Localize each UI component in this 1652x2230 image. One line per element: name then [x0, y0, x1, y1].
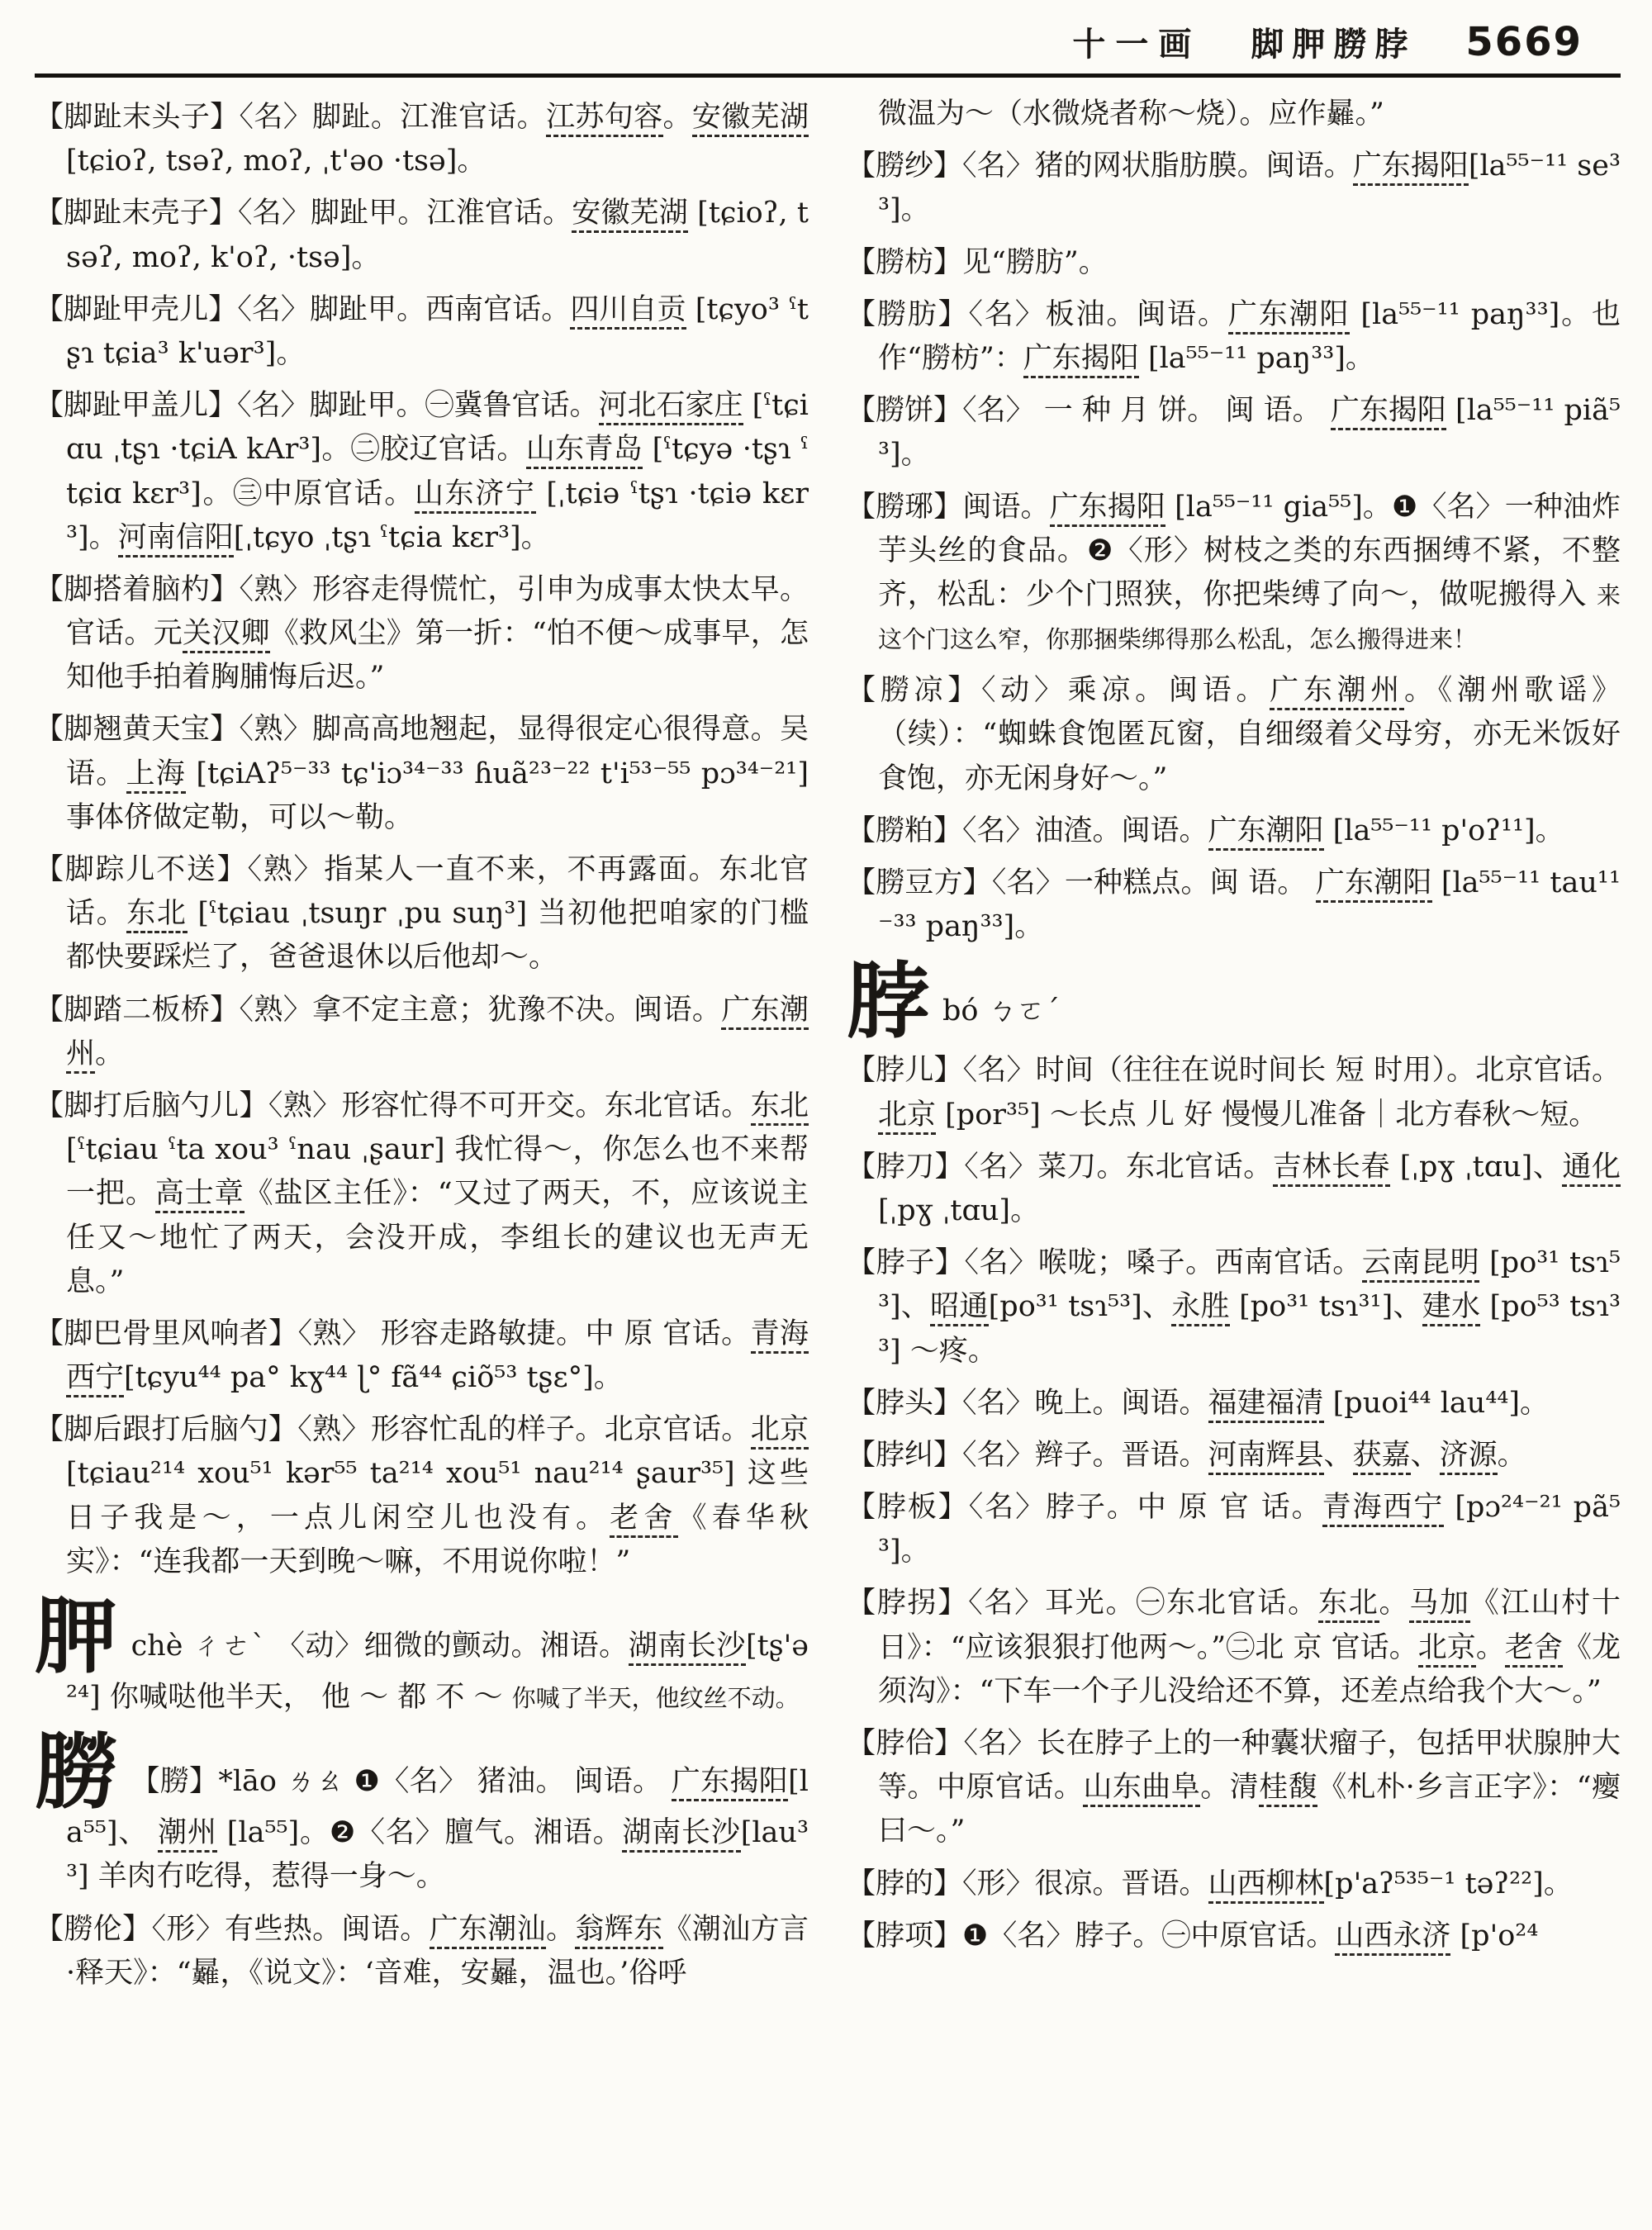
entry-text: 。	[95, 1037, 125, 1070]
proper-noun-underline: 潮州	[158, 1816, 217, 1853]
proper-noun-underline: 北京	[1418, 1631, 1476, 1668]
dict-entry	[35, 989, 809, 1076]
entry-text: 、	[1410, 1438, 1440, 1472]
entry-text: 【脖拐】〈名〉耳光。㊀东北官话。	[847, 1587, 1318, 1620]
dict-entry	[35, 192, 809, 279]
proper-noun-underline: 老舍	[610, 1502, 677, 1538]
dict-entry	[847, 1146, 1621, 1233]
entry-text: 《潮汕方言·释天》：“㬮，《说文》：‘音难，安㬮，温也。’俗呼	[66, 1912, 809, 1990]
entry-text: [p'aʔ⁵³⁵⁻¹ təʔ²²]。	[1323, 1867, 1573, 1900]
entry-text: [ˌtɕyo ˌtʂɿ ˤtɕia kɛr³]。	[233, 520, 550, 554]
dict-entry	[35, 568, 809, 700]
proper-noun-underline: 四川自贡	[570, 293, 686, 330]
entry-text: 《龙须沟》：“下车一个子儿没给还不算，还差点给我个大～。”	[878, 1630, 1621, 1708]
proper-noun-underline: 高士章	[155, 1177, 244, 1213]
entry-text: [pɔ²⁴⁻²¹ pã⁵³]。	[878, 1491, 1621, 1568]
entry-text: 【脖儿】〈名〉时间（往往在说时间长 短 时用）。北京官话。	[847, 1054, 1621, 1088]
dict-entry	[35, 1908, 809, 1995]
entry-text: 【朥伦】〈形〉有些热。闽语。	[35, 1912, 430, 1946]
dict-entry	[35, 1084, 809, 1304]
dict-entry	[847, 1382, 1621, 1426]
proper-noun-underline: 北京	[751, 1413, 809, 1450]
dict-entry	[35, 848, 809, 980]
proper-noun-underline: 江苏句容	[546, 101, 662, 137]
entry-text: [puoi⁴⁴ lau⁴⁴]。	[1323, 1386, 1550, 1420]
entry-text: bó ㄅㄛˊ	[942, 994, 1061, 1028]
proper-noun-underline: 昭通	[930, 1290, 988, 1326]
entry-text: 【脚搭着脑杓】〈熟〉形容走得慌忙，引申为成事太快太早。官话。元	[35, 572, 809, 651]
proper-noun-underline: 山东济宁	[415, 477, 536, 514]
entry-text: [la⁵⁵⁻¹¹ se³³]。	[878, 149, 1621, 227]
head-character: 胛	[35, 1587, 118, 1685]
proper-noun-underline: 河北石家庄	[599, 389, 743, 425]
entry-text: chè ㄔㄜˋ 〈动〉细微的颤动。湘语。	[131, 1630, 629, 1663]
entry-text: 【脚翘黄天宝】〈熟〉脚高高地翘起，显得很定心很得意。吴语。	[35, 713, 809, 790]
proper-noun-underline: 北京	[878, 1098, 936, 1135]
dict-entry	[847, 861, 1621, 949]
dict-entry	[847, 1434, 1621, 1478]
dict-entry	[847, 293, 1621, 381]
entry-text: 【脖刀】〈名〉菜刀。东北官话。	[847, 1150, 1273, 1184]
proper-noun-underline: 河南辉县	[1208, 1439, 1324, 1475]
proper-noun-underline: 东北	[751, 1089, 809, 1126]
left-column	[35, 93, 809, 2223]
dict-entry	[847, 241, 1621, 285]
dict-entry	[847, 1241, 1621, 1374]
entry-text: [ˤtɕiau ˌtsuŋr ˌpu suŋ³] 当初他把咱家的门槛都快要踩烂了，爸爸退休以后他却～。	[66, 897, 809, 975]
proper-noun-underline: 云南昆明	[1362, 1246, 1480, 1283]
head-character-entry	[35, 1723, 809, 1899]
header-head-characters: 脚胛朥脖	[1251, 25, 1417, 64]
entry-text: 【脖纠】〈名〉辫子。晋语。	[847, 1438, 1208, 1472]
entry-text: [ˤtɕiau ˤta xou³ ˤnau ˌʂaur] 我忙得～，你怎么也不来帮一把。	[66, 1133, 809, 1211]
entry-text: 【脚踏二板桥】〈熟〉拿不定主意；犹豫不决。闽语。	[35, 993, 722, 1027]
dict-entry	[847, 145, 1621, 232]
right-column	[847, 93, 1621, 2223]
entry-text: 。《潮州歌谣》（续）：“蜘蛛食饱匿瓦窗，自细缀着父母穷，亦无米饭好食饱，亦无闲身好～。”	[878, 674, 1621, 795]
stroke-section-label: 十一画	[1072, 25, 1202, 64]
entry-text: 【朥粕】〈名〉油渣。闽语。	[847, 814, 1208, 847]
proper-noun-underline: 永胜	[1171, 1290, 1229, 1326]
head-character-entry	[847, 952, 1621, 1051]
entry-text: [po³¹ tsɿ³¹]、	[1229, 1290, 1422, 1324]
entry-text: [ˤtɕyə ·tʂɿ ˤtɕiɑ kɛr³]。㊂中原官话。	[66, 433, 809, 510]
entry-text: 。	[1379, 1587, 1410, 1620]
entry-text: [ˌpɣ ˌtɑu]。	[878, 1193, 1040, 1227]
entry-text: 。	[1497, 1438, 1526, 1472]
proper-noun-underline: 安徽芜湖	[572, 197, 688, 233]
entry-text: [po³¹ tsɿ⁵³]、	[988, 1290, 1172, 1324]
proper-noun-underline: 获嘉	[1353, 1439, 1411, 1475]
proper-noun-underline: 广东揭阳	[1023, 342, 1139, 378]
dict-entry	[847, 1914, 1621, 1958]
page-number: 5669	[1465, 19, 1583, 65]
entry-text: [la⁵⁵⁻¹¹ p'oʔ¹¹]。	[1323, 814, 1564, 847]
proper-noun-underline: 马加	[1409, 1587, 1470, 1623]
proper-noun-underline: 广东潮阳	[1316, 866, 1432, 903]
proper-noun-underline: 湖南长沙	[629, 1630, 746, 1666]
proper-noun-underline: 关汉卿	[183, 617, 270, 653]
entry-text: 微温为～（水微烧者称～烧）。应作㬮。”	[878, 97, 1384, 130]
entry-text: 【朥饼】〈名〉 一 种 月 饼。 闽 语。	[847, 394, 1331, 428]
head-character: 朥	[35, 1723, 118, 1821]
proper-noun-underline: 东北	[1318, 1587, 1379, 1623]
entry-text: 。清	[1200, 1771, 1260, 1805]
entry-text: 《札朴·乡言正字》：“瘿曰～。”	[878, 1771, 1621, 1848]
dict-entry	[35, 1408, 809, 1584]
proper-noun-underline: 通化	[1562, 1151, 1621, 1187]
proper-noun-underline: 上海	[126, 757, 187, 794]
dict-entry	[847, 1582, 1621, 1714]
proper-noun-underline: 山西柳林	[1208, 1867, 1324, 1904]
header-rule	[35, 74, 1621, 78]
entry-text: 《春华秋实》：“连我都一天到晚～嘛，不用说你啦！”	[66, 1501, 809, 1578]
dict-entry	[35, 708, 809, 840]
two-column-body	[35, 93, 1621, 2223]
proper-noun-underline: 建水	[1422, 1290, 1480, 1326]
entry-text: [tɕiAʔ⁵⁻³³ tɕ'iɔ³⁴⁻³³ ɦuã²³⁻²² t'i⁵³⁻⁵⁵ pɔ³⁴⁻²¹] 事体侪做定勒，可以～勒。	[66, 757, 809, 834]
entry-text: 【脖的】〈形〉很凉。晋语。	[847, 1867, 1208, 1900]
entry-text: 【脚趾甲壳儿】〈名〉脚趾甲。西南官话。	[35, 292, 571, 326]
entry-text: 。	[546, 1912, 576, 1946]
proper-noun-underline: 山东青岛	[526, 433, 643, 469]
proper-noun-underline: 广东揭阳	[672, 1765, 788, 1801]
proper-noun-underline: 济源	[1440, 1439, 1498, 1475]
dict-entry	[847, 669, 1621, 801]
dict-entry	[847, 1722, 1621, 1854]
entry-continuation	[847, 93, 1621, 136]
entry-text: [tɕioʔ, tsəʔ, moʔ, ˌt'əo ·tsə]。	[66, 145, 487, 178]
proper-noun-underline: 青海西宁	[66, 1317, 809, 1397]
proper-noun-underline: 广东潮州	[66, 994, 809, 1074]
entry-text: [tɕyu⁴⁴ pa° kɣ⁴⁴ ɭ° fã⁴⁴ ɕiõ⁵³ tʂɛ°]。	[124, 1361, 623, 1395]
entry-text: 【脖佮】〈名〉长在脖子上的一种囊状瘤子，包括甲状腺肿大等。中原官话。	[847, 1727, 1621, 1805]
dict-entry	[35, 384, 809, 560]
entry-text: 【脚后跟打后脑勺】〈熟〉形容忙乱的样子。北京官话。	[35, 1413, 751, 1447]
dict-entry	[847, 1862, 1621, 1906]
proper-noun-underline: 福建福清	[1208, 1387, 1324, 1423]
entry-text: [tɕiau²¹⁴ xou⁵¹ kər⁵⁵ ta²¹⁴ xou⁵¹ nau²¹⁴ ʂaur³⁵] 这些日子我是～，一点儿闲空儿也没有。	[66, 1457, 809, 1535]
entry-text: 【朥枋】见“朥肪”。	[847, 245, 1108, 279]
dict-entry	[847, 809, 1621, 853]
proper-noun-underline: 安徽芜湖	[692, 101, 809, 137]
dict-entry	[847, 1486, 1621, 1573]
dict-entry	[847, 1049, 1621, 1136]
entry-text: 【脚趾末壳子】〈名〉脚趾甲。江淮官话。	[35, 197, 572, 230]
entry-text: 【朥肪】〈名〉板油。闽语。	[847, 297, 1228, 331]
proper-noun-underline: 湖南长沙	[622, 1816, 740, 1853]
entry-text: [po³¹ tsɿ⁵³]、	[878, 1246, 1621, 1324]
entry-text: [lau³³] 羊肉冇吃得，惹得一身～。	[66, 1816, 809, 1894]
entry-text: 【脚踪儿不送】〈熟〉指某人一直不来，不再露面。东北官话。	[35, 853, 809, 931]
entry-text: [la⁵⁵⁻¹¹ gia⁵⁵]。❶〈名〉一种油炸芋头丝的食品。❷〈形〉树枝之类的东西捆缚不紧，不整齐，松乱：少个门照狭，你把柴缚了向～，做呢搬得入	[878, 490, 1621, 611]
proper-noun-underline: 广东揭阳	[1331, 394, 1446, 430]
proper-noun-underline: 青海西宁	[1322, 1491, 1445, 1527]
entry-text: [p'o²⁴	[1450, 1919, 1539, 1952]
entry-text: 《盐区主任》：“又过了两天，不，应该说主任又～地忙了两天，会没开成，李组长的建议也无声无息。”	[66, 1177, 809, 1298]
entry-text: 【脚趾甲盖儿】〈名〉脚趾甲。㊀冀鲁官话。	[35, 389, 599, 423]
entry-text: 【脖板】〈名〉脖子。中 原 官 话。	[847, 1491, 1322, 1525]
proper-noun-underline: 广东潮汕	[430, 1913, 546, 1949]
proper-noun-underline: 广东潮阳	[1208, 814, 1324, 851]
entry-text: 《救风尘》第一折：“怕不便～成事早，怎知他手拍着胸脯悔后迟。”	[66, 617, 809, 695]
entry-text: 【脚巴骨里风响者】〈熟〉 形容走路敏捷。中 原 官话。	[35, 1317, 751, 1350]
dict-entry	[847, 389, 1621, 477]
proper-noun-underline: 桂馥	[1259, 1771, 1317, 1807]
proper-noun-underline: 翁辉东	[575, 1913, 662, 1949]
entry-text: [por³⁵] ～长点 儿 好 慢慢儿准备｜北方春秋～短。	[936, 1098, 1598, 1132]
entry-text: [ˌpɣ ˌtɑu]、	[1390, 1150, 1563, 1184]
proper-noun-underline: 广东揭阳	[1050, 491, 1165, 527]
entry-text: [tɕyo³ ˤtʂɿ tɕia³ k'uər³]。	[66, 292, 809, 370]
entry-text: [tʂ'ə²⁴] 你喊哒他半天， 他 ～ 都 不 ～	[66, 1630, 809, 1714]
proper-noun-underline: 老舍	[1505, 1631, 1563, 1668]
head-character: 脖	[847, 952, 929, 1051]
entry-text: 。	[662, 101, 692, 134]
entry-text: [la⁵⁵⁻¹¹ tau¹¹⁻³³ paŋ³³]。	[878, 866, 1621, 944]
proper-noun-underline: 广东潮阳	[1228, 298, 1351, 334]
proper-noun-underline: 广东潮州	[1270, 674, 1404, 710]
entry-text: [la⁵⁵⁻¹¹ piã⁵³]。	[878, 394, 1621, 472]
entry-text: [la⁵⁵]。❷〈名〉膻气。湘语。	[216, 1816, 623, 1850]
entry-text: [la⁵⁵]、	[66, 1765, 809, 1850]
dict-entry	[35, 1312, 809, 1400]
entry-text: 【朥】*lāo ㄌㄠ ❶〈名〉 猪油。 闽语。	[131, 1765, 672, 1799]
gloss-small-text: 你喊了半天，他纹丝不动。	[511, 1684, 800, 1712]
entry-text: 【朥豆方】〈名〉一种糕点。闽 语。	[847, 866, 1316, 899]
dict-entry	[847, 486, 1621, 662]
entry-text: 【朥凉】〈动〉乘凉。闽语。	[847, 674, 1270, 708]
entry-text: [po⁵³ tsɿ³³] ～疼。	[878, 1290, 1621, 1368]
entry-text: [la⁵⁵⁻¹¹ paŋ³³]。	[1138, 341, 1374, 375]
proper-noun-underline: 河南信阳	[118, 521, 234, 558]
entry-text: 【脖子】〈名〉喉咙；嗓子。西南官话。	[847, 1246, 1362, 1280]
entry-text: 【朥琊】闽语。	[847, 490, 1050, 524]
entry-text: 【脖项】❶〈名〉脖子。㊀中原官话。	[847, 1919, 1336, 1952]
entry-text: 【朥纱】〈名〉猪的网状脂肪膜。闽语。	[847, 149, 1353, 183]
entry-text: [tɕioʔ, tsəʔ, moʔ, k'oʔ, ·tsə]。	[66, 197, 809, 274]
proper-noun-underline: 广东揭阳	[1353, 149, 1469, 186]
gloss-small-text: 来这个门这么窄，你那捆柴绑得那么松乱，怎么搬得进来！	[878, 581, 1621, 654]
proper-noun-underline: 山西永济	[1335, 1919, 1450, 1956]
entry-text: 【脚趾末头子】〈名〉脚趾。江淮官话。	[35, 101, 547, 134]
entry-text: 【脖头】〈名〉晚上。闽语。	[847, 1386, 1208, 1420]
proper-noun-underline: 山东曲阜	[1083, 1771, 1200, 1807]
head-character-entry	[35, 1587, 809, 1720]
entry-text: [la⁵⁵⁻¹¹ paŋ³³]。也作“朥枋”：	[878, 297, 1621, 375]
entry-text: 、	[1323, 1438, 1353, 1472]
entry-text: 《江山村十日》：“应该狠狠打他两～。”㊁北 京 官话。	[878, 1587, 1621, 1664]
entry-text: [ˤtɕiɑu ˌtʂɿ ·tɕiA kAr³]。㊁胶辽官话。	[66, 389, 809, 467]
entry-text: 。	[1475, 1630, 1505, 1664]
page-header	[35, 18, 1621, 65]
dict-entry	[35, 288, 809, 376]
proper-noun-underline: 东北	[126, 897, 187, 933]
entry-text: 【脚打后脑勺儿】〈熟〉形容忙得不可开交。东北官话。	[35, 1089, 751, 1122]
dict-entry	[35, 96, 809, 183]
entry-text: [ˌtɕiə ˤtʂɿ ·tɕiə kɛr³]。	[66, 477, 809, 554]
proper-noun-underline: 吉林长春	[1273, 1151, 1390, 1187]
